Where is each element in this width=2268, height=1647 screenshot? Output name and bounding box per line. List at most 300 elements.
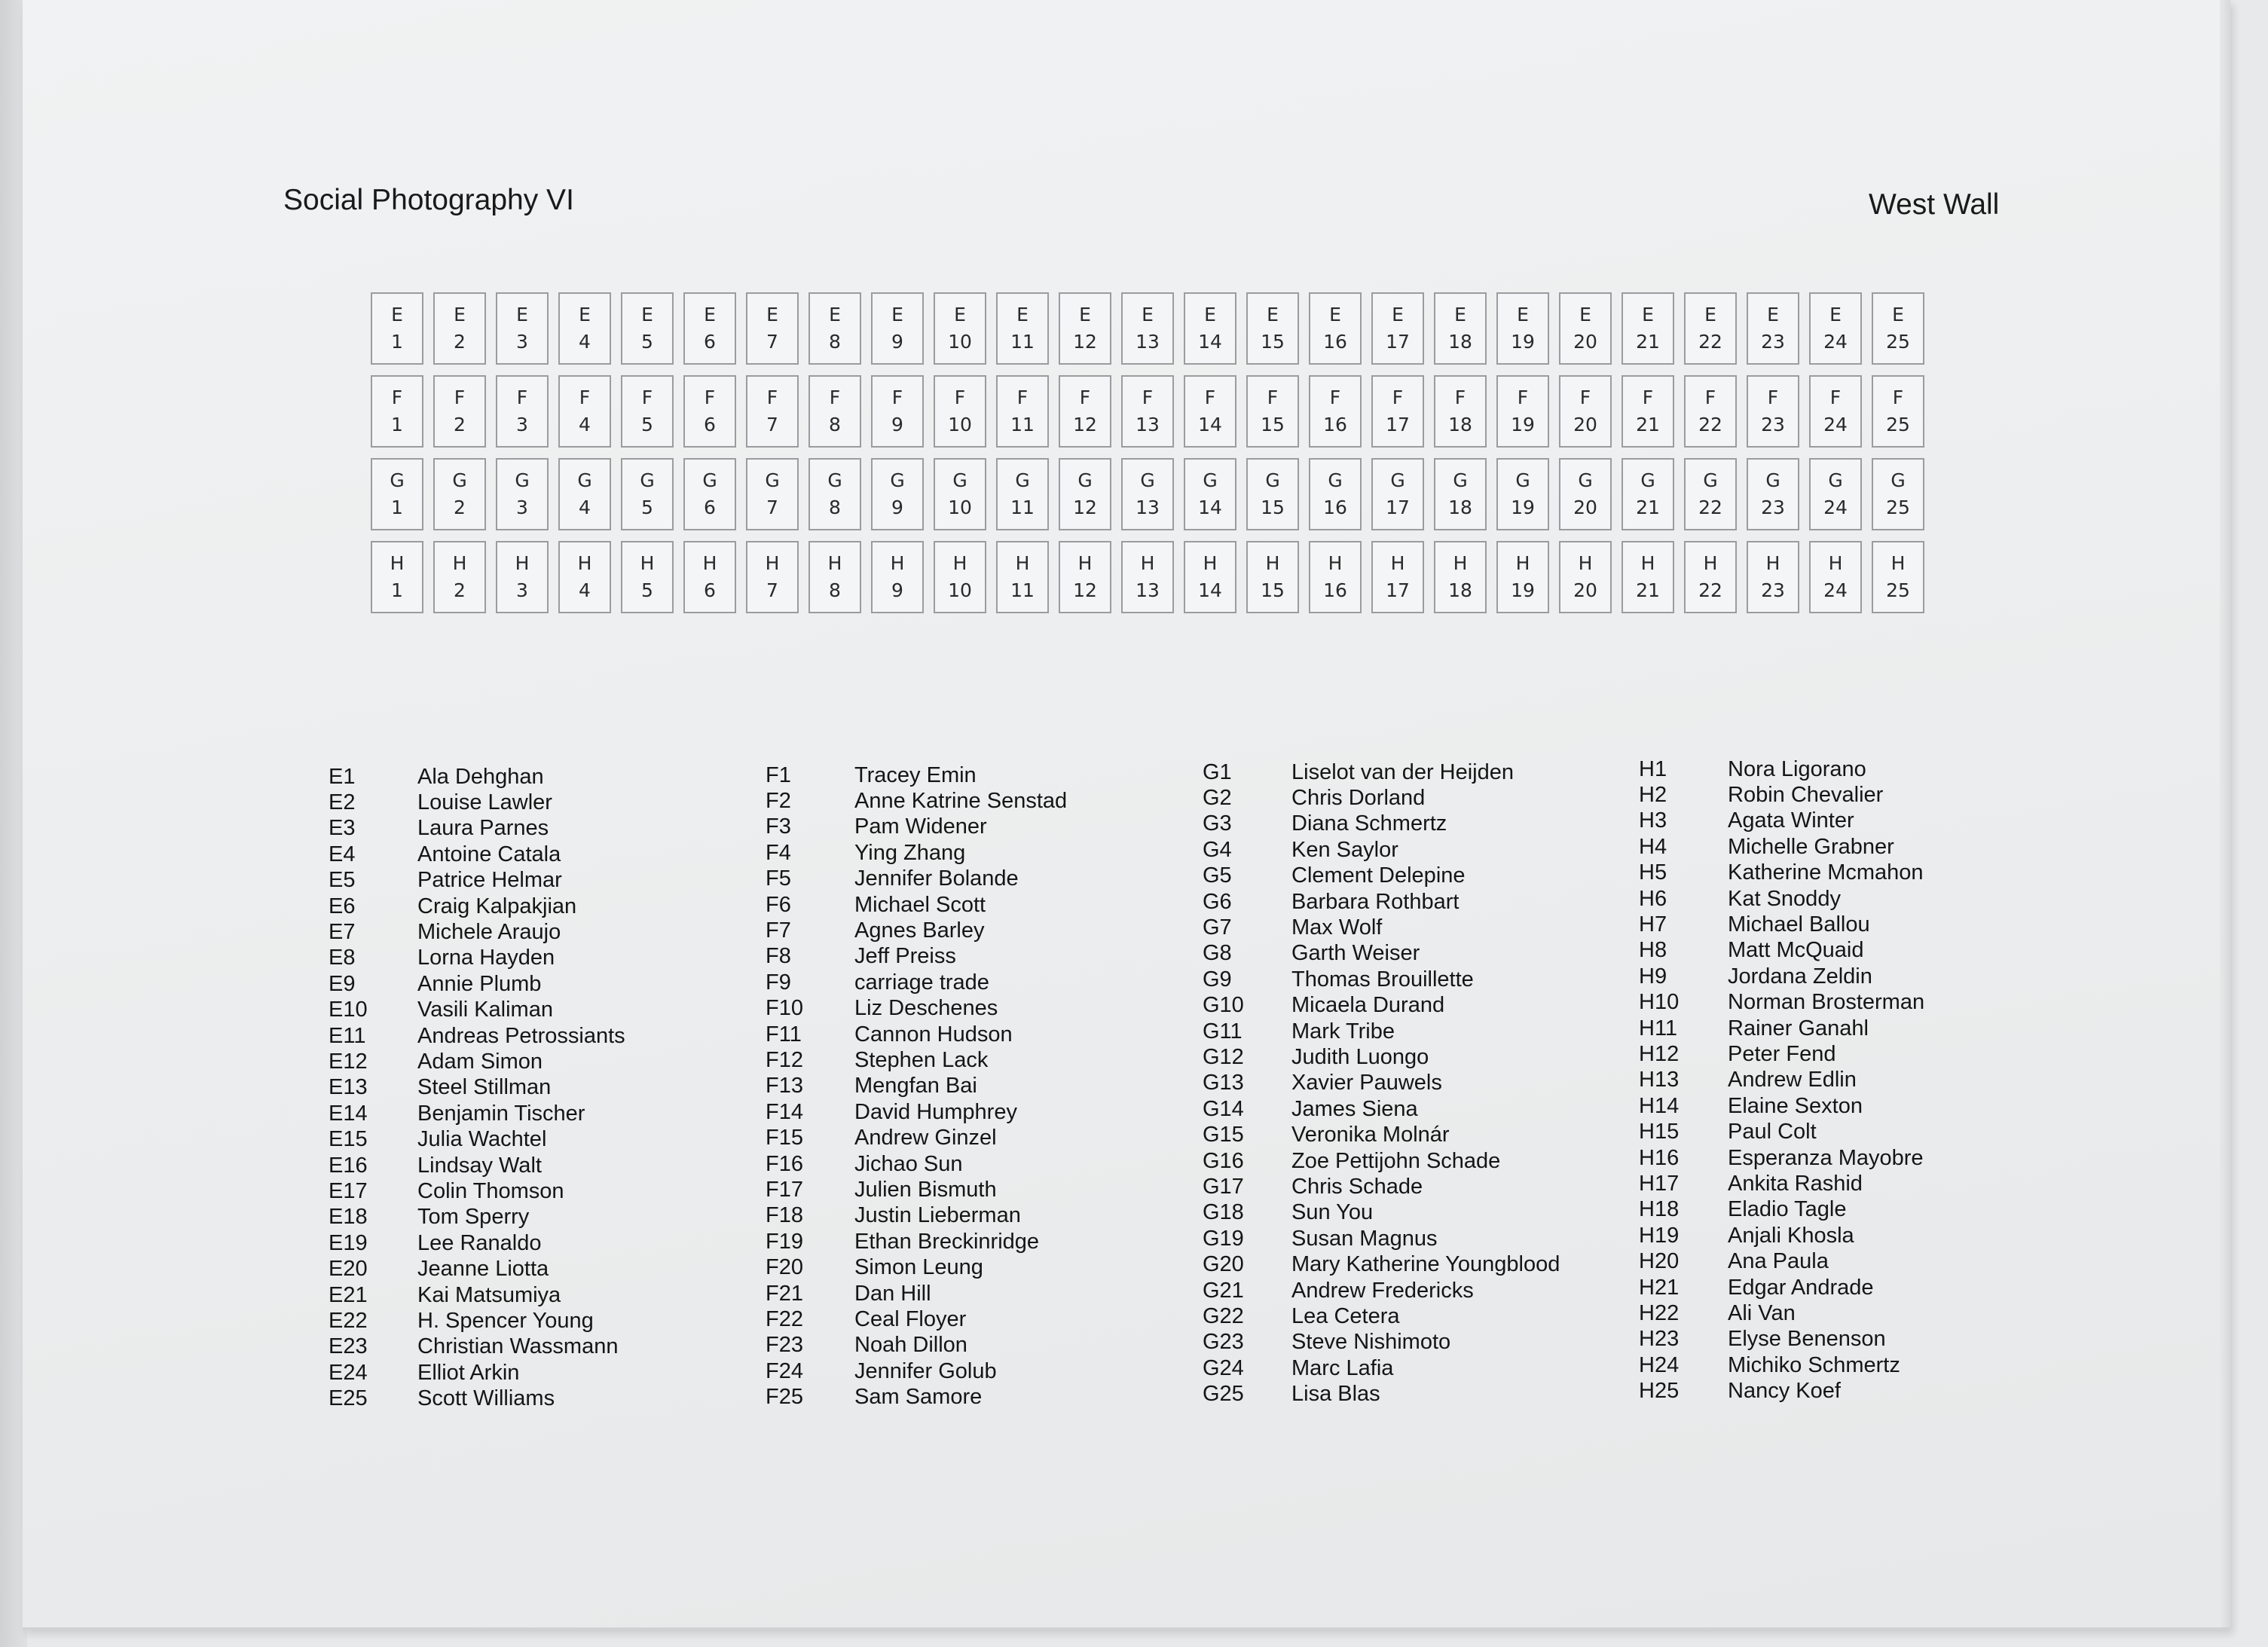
- entry-artist-name: Lisa Blas: [1291, 1382, 1380, 1407]
- legend-entry: [1639, 1327, 1924, 1352]
- entry-artist-name: Ali Van: [1728, 1300, 1796, 1325]
- cell-number: 25: [1886, 497, 1910, 518]
- grid-cell-e8: [808, 292, 861, 365]
- grid-cell-e7: [746, 292, 799, 365]
- entry-code: H15: [1639, 1120, 1680, 1144]
- cell-row-letter: F: [1204, 387, 1216, 408]
- cell-number: 12: [1073, 331, 1097, 353]
- legend-entry: [766, 892, 1067, 918]
- cell-row-letter: G: [1703, 469, 1718, 491]
- entry-code: E14: [329, 1101, 368, 1126]
- cell-number: 4: [579, 579, 591, 601]
- cell-number: 11: [1010, 579, 1035, 601]
- legend-entry: [329, 1023, 625, 1049]
- cell-row-letter: F: [704, 387, 716, 408]
- entry-artist-name: H. Spencer Young: [417, 1308, 594, 1333]
- cell-row-letter: E: [766, 304, 778, 325]
- entry-artist-name: Julien Bismuth: [854, 1177, 997, 1202]
- grid-cell-h25: [1872, 541, 1924, 613]
- grid-cell-f11: [996, 375, 1049, 448]
- cell-number: 8: [829, 579, 841, 601]
- legend-entry: [766, 1384, 1067, 1410]
- cell-row-letter: G: [765, 469, 780, 491]
- cell-row-letter: H: [1578, 552, 1593, 574]
- entry-artist-name: Andrew Fredericks: [1291, 1278, 1474, 1303]
- entry-artist-name: Katherine Mcmahon: [1728, 860, 1924, 885]
- entry-artist-name: Marc Lafia: [1291, 1355, 1394, 1380]
- cell-number: 6: [704, 331, 716, 353]
- entry-code: E11: [329, 1023, 366, 1048]
- grid-cell-h12: [1059, 541, 1111, 613]
- entry-code: F8: [766, 944, 791, 969]
- legend-entry: [1203, 1303, 1560, 1329]
- grid-cell-e17: [1371, 292, 1424, 365]
- entry-artist-name: Sun You: [1291, 1200, 1374, 1225]
- entry-code: E18: [329, 1205, 368, 1230]
- entry-artist-name: Cannon Hudson: [854, 1022, 1013, 1047]
- cell-number: 18: [1448, 497, 1472, 518]
- entry-code: E15: [329, 1127, 368, 1152]
- grid-cell-g1: [371, 458, 423, 530]
- entry-code: E10: [329, 998, 368, 1022]
- entry-artist-name: Scott Williams: [417, 1386, 555, 1411]
- entry-artist-name: Michiko Schmertz: [1728, 1352, 1900, 1377]
- grid-cell-h15: [1246, 541, 1299, 613]
- cell-number: 7: [766, 331, 778, 353]
- cell-row-letter: F: [1016, 387, 1029, 408]
- cell-number: 7: [766, 579, 778, 601]
- wall-label: West Wall: [1869, 188, 2000, 221]
- cell-row-letter: H: [1515, 552, 1530, 574]
- entry-artist-name: Tom Sperry: [417, 1205, 530, 1230]
- legend-entry: [329, 790, 625, 815]
- entry-code: E8: [329, 946, 356, 970]
- entry-artist-name: Jennifer Bolande: [854, 866, 1019, 891]
- legend-column-4: [1639, 756, 1924, 1404]
- legend-entry: [1203, 1174, 1560, 1199]
- cell-number: 20: [1573, 414, 1597, 435]
- entry-code: E1: [329, 764, 356, 789]
- cell-row-letter: F: [641, 387, 653, 408]
- legend-entry: [1639, 1016, 1924, 1041]
- cell-number: 10: [948, 497, 972, 518]
- entry-code: G17: [1203, 1174, 1244, 1199]
- cell-row-letter: F: [829, 387, 841, 408]
- cell-number: 2: [454, 331, 466, 353]
- entry-code: H19: [1639, 1223, 1680, 1248]
- entry-artist-name: Ceal Floyer: [854, 1306, 967, 1331]
- cell-row-letter: F: [891, 387, 903, 408]
- cell-row-letter: F: [1079, 387, 1091, 408]
- entry-artist-name: Jeanne Liotta: [417, 1257, 549, 1282]
- grid-cell-h19: [1496, 541, 1549, 613]
- entry-code: H16: [1639, 1145, 1680, 1170]
- cell-row-letter: H: [952, 552, 967, 574]
- legend-entry: [1203, 1381, 1560, 1407]
- entry-code: G15: [1203, 1123, 1244, 1147]
- cell-number: 19: [1511, 579, 1535, 601]
- legend-entry: [1203, 1251, 1560, 1277]
- cell-row-letter: H: [1703, 552, 1718, 574]
- cell-row-letter: E: [1142, 304, 1154, 325]
- entry-code: E20: [329, 1257, 368, 1282]
- cell-number: 6: [704, 414, 716, 435]
- cell-number: 21: [1636, 497, 1660, 518]
- entry-code: H5: [1639, 860, 1667, 885]
- legend-entry: [766, 1229, 1067, 1254]
- entry-code: H9: [1639, 964, 1667, 989]
- entry-artist-name: Kai Matsumiya: [417, 1282, 561, 1307]
- entry-artist-name: Lea Cetera: [1291, 1303, 1400, 1328]
- grid-row-f: [371, 375, 1924, 448]
- entry-code: G6: [1203, 889, 1232, 914]
- cell-number: 1: [391, 579, 403, 601]
- entry-artist-name: Jennifer Golub: [854, 1358, 997, 1383]
- entry-artist-name: Christian Wassmann: [417, 1334, 619, 1359]
- entry-code: H2: [1639, 783, 1667, 808]
- entry-code: G10: [1203, 993, 1244, 1018]
- cell-number: 12: [1073, 414, 1097, 435]
- entry-code: E16: [329, 1153, 368, 1178]
- entry-code: H6: [1639, 886, 1667, 911]
- cell-row-letter: H: [640, 552, 655, 574]
- cell-row-letter: G: [1828, 469, 1843, 491]
- legend-entry: [766, 1022, 1067, 1047]
- legend-entry: [766, 970, 1067, 995]
- grid-cell-f10: [934, 375, 986, 448]
- grid-cell-f13: [1121, 375, 1174, 448]
- legend-entry: [1639, 886, 1924, 912]
- legend-entry: [766, 1177, 1067, 1202]
- grid-cell-e9: [871, 292, 924, 365]
- legend-entry: [329, 946, 625, 971]
- cell-row-letter: F: [1454, 387, 1466, 408]
- cell-number: 2: [454, 579, 466, 601]
- legend-entry: [329, 1334, 625, 1360]
- legend-entry: [329, 1049, 625, 1074]
- entry-code: H23: [1639, 1327, 1680, 1352]
- entry-code: E24: [329, 1360, 368, 1385]
- entry-artist-name: Edgar Andrade: [1728, 1275, 1874, 1300]
- grid-cell-f3: [496, 375, 549, 448]
- legend-entry: [766, 866, 1067, 892]
- grid-cell-f19: [1496, 375, 1549, 448]
- cell-row-letter: G: [1515, 469, 1530, 491]
- legend-entry: [1203, 1355, 1560, 1381]
- grid-cell-e19: [1496, 292, 1549, 365]
- entry-artist-name: Agnes Barley: [854, 918, 985, 943]
- grid-cell-h23: [1747, 541, 1799, 613]
- entry-artist-name: Sam Samore: [854, 1385, 983, 1410]
- grid-cell-e10: [934, 292, 986, 365]
- entry-code: F15: [766, 1126, 803, 1150]
- entry-code: G9: [1203, 967, 1232, 992]
- cell-number: 14: [1198, 579, 1222, 601]
- grid-cell-e14: [1184, 292, 1236, 365]
- entry-artist-name: Louise Lawler: [417, 790, 552, 815]
- entry-artist-name: Barbara Rothbart: [1291, 889, 1460, 914]
- grid-cell-e11: [996, 292, 1049, 365]
- entry-code: F16: [766, 1151, 803, 1176]
- legend-entry: [1639, 860, 1924, 886]
- grid-cell-f24: [1809, 375, 1862, 448]
- legend-entry: [766, 1306, 1067, 1332]
- cell-number: 5: [641, 331, 653, 353]
- legend-entry: [329, 1308, 625, 1334]
- cell-number: 23: [1761, 414, 1785, 435]
- cell-row-letter: H: [1390, 552, 1405, 574]
- entry-code: G23: [1203, 1330, 1244, 1355]
- entry-code: E21: [329, 1282, 368, 1307]
- grid-cell-e13: [1121, 292, 1174, 365]
- grid-cell-e3: [496, 292, 549, 365]
- legend-entry: [1639, 1352, 1924, 1378]
- cell-row-letter: E: [954, 304, 966, 325]
- cell-number: 22: [1698, 497, 1722, 518]
- cell-number: 25: [1886, 414, 1910, 435]
- entry-artist-name: Laura Parnes: [417, 816, 549, 841]
- cell-row-letter: F: [1142, 387, 1154, 408]
- cell-row-letter: E: [516, 304, 528, 325]
- cell-number: 15: [1261, 497, 1285, 518]
- cell-number: 13: [1136, 497, 1160, 518]
- cell-number: 18: [1448, 579, 1472, 601]
- cell-number: 19: [1511, 414, 1535, 435]
- entry-code: H1: [1639, 756, 1667, 781]
- legend-entry: [766, 814, 1067, 840]
- cell-number: 20: [1573, 579, 1597, 601]
- cell-row-letter: H: [1640, 552, 1655, 574]
- legend-entry: [329, 1178, 625, 1204]
- entry-code: G20: [1203, 1252, 1244, 1277]
- cell-row-letter: G: [1328, 469, 1343, 491]
- entry-artist-name: Mengfan Bai: [854, 1074, 977, 1099]
- grid-cell-f4: [558, 375, 611, 448]
- cell-number: 18: [1448, 414, 1472, 435]
- legend-entry: [1639, 912, 1924, 937]
- cell-number: 1: [391, 331, 403, 353]
- document-title: Social Photography VI: [283, 184, 574, 216]
- entry-code: E25: [329, 1386, 368, 1411]
- cell-number: 14: [1198, 331, 1222, 353]
- grid-cell-f7: [746, 375, 799, 448]
- cell-row-letter: F: [454, 387, 466, 408]
- grid-cell-g25: [1872, 458, 1924, 530]
- legend-entry: [766, 918, 1067, 943]
- entry-artist-name: David Humphrey: [854, 1099, 1017, 1124]
- entry-artist-name: Julia Wachtel: [417, 1127, 547, 1152]
- grid-cell-g13: [1121, 458, 1174, 530]
- legend-entry: [329, 1230, 625, 1256]
- cell-number: 17: [1386, 497, 1410, 518]
- legend-entry: [1639, 964, 1924, 989]
- cell-row-letter: G: [1453, 469, 1468, 491]
- legend-entry: [1203, 785, 1560, 811]
- legend-entry: [766, 996, 1067, 1022]
- entry-artist-name: Judith Luongo: [1291, 1044, 1429, 1069]
- legend-entry: [1203, 837, 1560, 863]
- entry-code: F6: [766, 892, 791, 917]
- grid-cell-h14: [1184, 541, 1236, 613]
- cell-number: 3: [516, 331, 528, 353]
- entry-code: F4: [766, 840, 791, 865]
- cell-row-letter: E: [1829, 304, 1842, 325]
- entry-artist-name: Ana Paula: [1728, 1249, 1829, 1274]
- entry-code: G8: [1203, 941, 1232, 966]
- legend-entry: [766, 1203, 1067, 1229]
- cell-row-letter: G: [1015, 469, 1030, 491]
- entry-artist-name: Matt McQuaid: [1728, 938, 1864, 963]
- cell-row-letter: E: [704, 304, 716, 325]
- entry-code: E17: [329, 1178, 368, 1203]
- entry-artist-name: Lee Ranaldo: [417, 1230, 542, 1255]
- grid-cell-f14: [1184, 375, 1236, 448]
- legend-entry: [329, 764, 625, 790]
- legend-entry: [1639, 756, 1924, 782]
- cell-row-letter: G: [1640, 469, 1655, 491]
- entry-artist-name: Dan Hill: [854, 1281, 931, 1306]
- legend-entry: [1203, 1278, 1560, 1303]
- cell-row-letter: E: [1329, 304, 1341, 325]
- entry-artist-name: Adam Simon: [417, 1049, 543, 1074]
- entry-artist-name: Steve Nishimoto: [1291, 1330, 1451, 1355]
- entry-code: F19: [766, 1229, 803, 1254]
- legend-entry: [1639, 1300, 1924, 1326]
- legend-entry: [1203, 1148, 1560, 1174]
- cell-number: 7: [766, 497, 778, 518]
- legend-entry: [1639, 990, 1924, 1016]
- cell-number: 23: [1761, 331, 1785, 353]
- cell-number: 21: [1636, 414, 1660, 435]
- legend-entry: [766, 1254, 1067, 1280]
- grid-cell-g21: [1622, 458, 1674, 530]
- cell-row-letter: F: [1829, 387, 1842, 408]
- entry-artist-name: Tracey Emin: [854, 762, 977, 787]
- cell-number: 2: [454, 414, 466, 435]
- legend-entry: [1639, 938, 1924, 964]
- grid-cell-e16: [1309, 292, 1362, 365]
- cell-number: 17: [1386, 579, 1410, 601]
- entry-artist-name: Kat Snoddy: [1728, 886, 1841, 911]
- grid-cell-h17: [1371, 541, 1424, 613]
- grid-cell-f6: [683, 375, 736, 448]
- grid-cell-h18: [1434, 541, 1487, 613]
- cell-number: 10: [948, 331, 972, 353]
- cell-number: 21: [1636, 579, 1660, 601]
- cell-number: 9: [891, 414, 903, 435]
- entry-code: F10: [766, 996, 803, 1021]
- cell-number: 6: [704, 579, 716, 601]
- entry-code: H21: [1639, 1275, 1680, 1300]
- cell-row-letter: H: [1453, 552, 1468, 574]
- cell-number: 15: [1261, 579, 1285, 601]
- entry-artist-name: Ying Zhang: [854, 840, 966, 865]
- grid-cell-g2: [433, 458, 486, 530]
- legend-entry: [1203, 1226, 1560, 1251]
- entry-code: E6: [329, 894, 356, 918]
- grid-cell-g8: [808, 458, 861, 530]
- legend-entry: [329, 1282, 625, 1308]
- entry-code: H11: [1639, 1016, 1678, 1040]
- entry-code: G2: [1203, 786, 1232, 811]
- cell-number: 23: [1761, 579, 1785, 601]
- cell-row-letter: F: [954, 387, 966, 408]
- entry-code: F9: [766, 970, 791, 995]
- entry-code: H20: [1639, 1249, 1680, 1274]
- cell-number: 17: [1386, 331, 1410, 353]
- legend-entry: [329, 1360, 625, 1386]
- cell-row-letter: E: [579, 304, 591, 325]
- entry-code: F23: [766, 1333, 803, 1358]
- grid-row-h: [371, 541, 1924, 613]
- grid-cell-h21: [1622, 541, 1674, 613]
- grid-cell-e24: [1809, 292, 1862, 365]
- cell-row-letter: G: [1203, 469, 1218, 491]
- legend-entry: [1639, 782, 1924, 808]
- entry-code: E7: [329, 920, 356, 945]
- cell-number: 8: [829, 497, 841, 518]
- grid-cell-f22: [1684, 375, 1737, 448]
- legend-column-3: [1203, 759, 1560, 1407]
- legend-entry: [1203, 967, 1560, 992]
- cell-number: 9: [891, 497, 903, 518]
- entry-artist-name: Jichao Sun: [854, 1151, 963, 1176]
- cell-row-letter: H: [515, 552, 530, 574]
- cell-number: 5: [641, 497, 653, 518]
- grid-cell-g16: [1309, 458, 1362, 530]
- cell-number: 4: [579, 497, 591, 518]
- cell-row-letter: E: [1392, 304, 1404, 325]
- cell-number: 24: [1823, 414, 1848, 435]
- legend-entry: [329, 971, 625, 997]
- cell-number: 23: [1761, 497, 1785, 518]
- entry-code: H25: [1639, 1379, 1680, 1404]
- grid-cell-g9: [871, 458, 924, 530]
- entry-artist-name: Michael Ballou: [1728, 912, 1870, 937]
- cell-number: 19: [1511, 331, 1535, 353]
- entry-artist-name: Rainer Ganahl: [1728, 1016, 1869, 1040]
- entry-artist-name: Vasili Kaliman: [417, 998, 553, 1022]
- entry-artist-name: Michelle Grabner: [1728, 834, 1894, 859]
- grid-cell-g19: [1496, 458, 1549, 530]
- entry-code: G22: [1203, 1303, 1244, 1328]
- entry-artist-name: Annie Plumb: [417, 971, 542, 996]
- cell-row-letter: G: [1765, 469, 1780, 491]
- legend-entry: [1203, 915, 1560, 940]
- grid-cell-f2: [433, 375, 486, 448]
- entry-artist-name: Zoe Pettijohn Schade: [1291, 1148, 1501, 1173]
- cell-row-letter: E: [391, 304, 403, 325]
- cell-number: 3: [516, 414, 528, 435]
- legend-entry: [1639, 1171, 1924, 1196]
- legend-entry: [1203, 1044, 1560, 1070]
- cell-number: 4: [579, 331, 591, 353]
- cell-row-letter: G: [1265, 469, 1280, 491]
- entry-artist-name: Andreas Petrossiants: [417, 1023, 625, 1048]
- entry-code: E4: [329, 842, 356, 866]
- grid-cell-e5: [621, 292, 674, 365]
- entry-code: G4: [1203, 837, 1232, 862]
- entry-artist-name: Ankita Rashid: [1728, 1171, 1863, 1196]
- grid-cell-e20: [1559, 292, 1612, 365]
- legend-entry: [1639, 1093, 1924, 1119]
- legend-entry: [329, 816, 625, 842]
- cell-row-letter: G: [1390, 469, 1405, 491]
- grid-cell-h9: [871, 541, 924, 613]
- entry-code: E5: [329, 868, 356, 893]
- legend-entry: [1203, 811, 1560, 837]
- cell-number: 15: [1261, 414, 1285, 435]
